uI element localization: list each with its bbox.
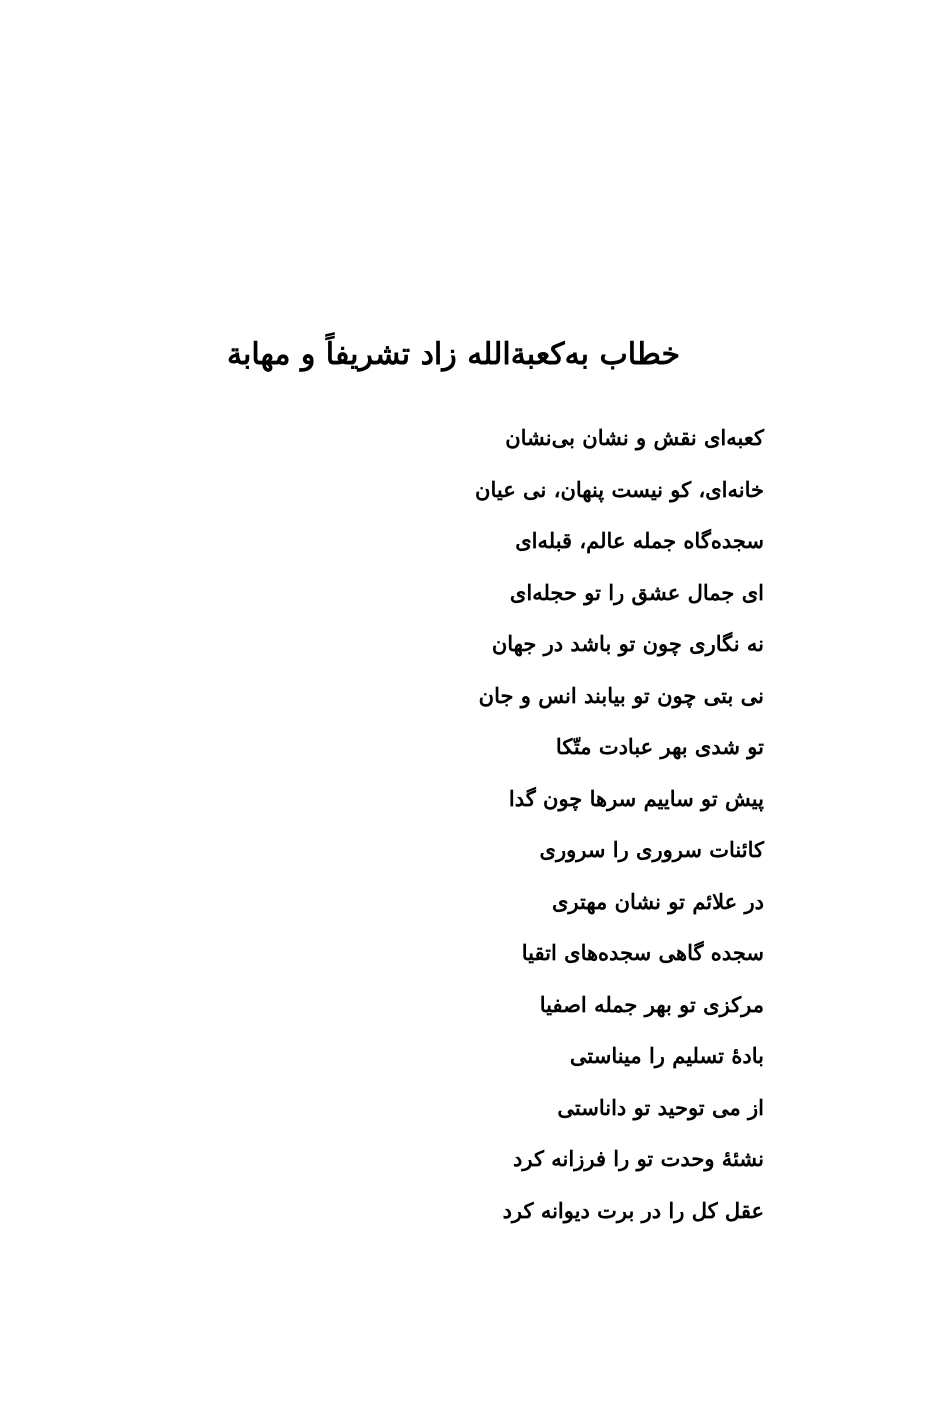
poem-verse: عقل کل را در برت دیوانه کرد [502,1197,764,1223]
poem-body [380,412,764,1236]
poem-verse: تو شدی بهر عبادت متّکا [555,734,764,759]
poem-verse: سجده گاهی سجده‌های اتقیا [521,940,764,965]
poem-verse: بادهٔ تسلیم را میناستی [569,1043,764,1068]
poem-verse: پیش تو ساییم سرها چون گدا [508,785,764,811]
poem-title: خطاب به‌کعبة‌الله زاد تشریفاً و مهابة [226,337,680,372]
poem-verse: در علائم تو نشان مهتری [552,888,764,914]
poem-verse: ای جمال عشق را تو حجله‌ای [509,579,764,605]
poem-verse: از می توحید تو داناستی [557,1094,764,1120]
poem-verse: کعبه‌ای نقش و نشان بی‌نشان [505,425,764,450]
poem-verse: نی بتی چون تو بیابند انس و جان [478,682,764,708]
poem-verse: سجده‌گاه جمله عالم، قبله‌ای [515,528,764,553]
poem-verse: نشئهٔ وحدت تو را فرزانه کرد [513,1146,764,1171]
poem-verse: مرکزی تو بهر جمله اصفیا [539,991,764,1017]
poem-verse: کائنات سروری را سروری [539,837,764,862]
poem-verse: خانه‌ای، کو نیست پنهان، نی عیان [475,476,764,502]
poem-verse: نه نگاری چون تو باشد در جهان [491,631,764,656]
